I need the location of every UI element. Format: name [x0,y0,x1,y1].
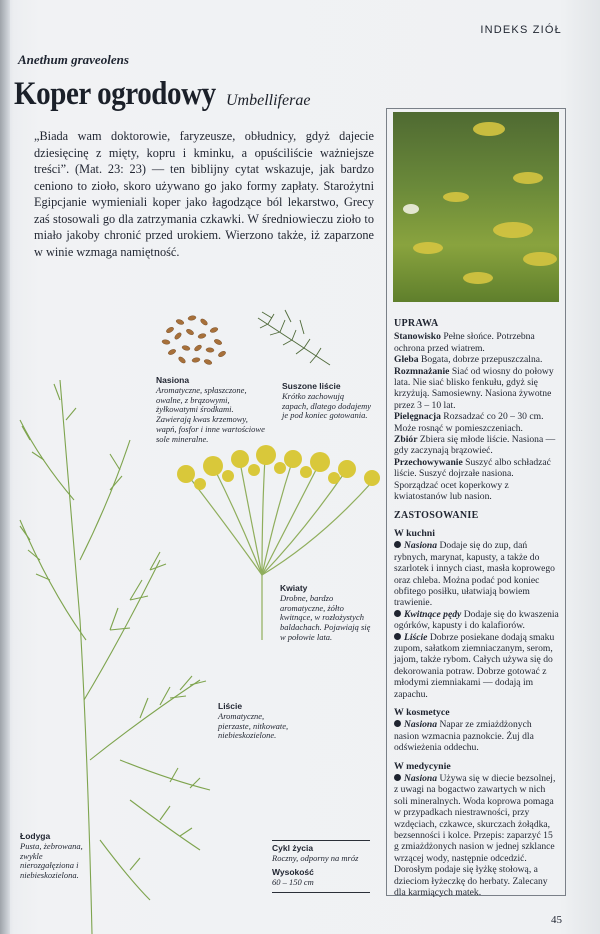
caption-height: Wysokość 60 – 150 cm [272,867,314,887]
intro-paragraph: „Biada wam doktorowie, faryzeusze, obłudnicy, gdyż dajecie dziesięcinę z mięty, kopru i kminku, a opuściliście ważniejsze treści”. (Mat. 23: 23) — ten biblijny cytat wskazuje, jak bardzo ceniono to zioło, skoro używano go jako formy zapłaty. Starożytni Egipcjanie wymieniali koper jako łagodzące ból lekarstwo, Grecy zaś stosowali go dla zatrzymania czkawki. W średniowieczu zioło to miało jakoby chronić przed urokiem. Wierzono także, iż zaparzone w winie wzmaga namiętność. [34,129,374,259]
bullet-icon [394,720,401,727]
medycynie-title: W medycynie [394,760,451,772]
kuchnia-title: W kuchni [394,527,435,539]
sidebar-content [394,318,559,899]
divider [272,840,370,841]
medical-seeds-entry: Nasiona Używa się w diecie bezsolnej, z uwagi na bogactwo zawartych w nich soli mineralnych. Woda koprowa pomaga w przypadkach niestrawności, przy wzdęciach, czkawce, skurczach żołądka, bezsenności i kolce. Przepis: zaparzyć 15 g zmiażdżonych nasion w jednej szklance wrzącej wody, następnie odcedzić. Dorosłym podaje się łyżkę stołową, a dzieciom łyżeczkę do herbaty. Zalecany dla karmiących matek. [394,773,556,899]
page-number: 45 [551,914,562,926]
pielegnacja-entry: Pielęgnacja Rozsadzać co 20 – 30 cm. Może rosnąć w pomieszczeniach. [394,411,544,434]
zastosowanie-title: ZASTOSOWANIE [394,509,479,521]
kitchen-leaves-entry: Liście Dobrze posiekane dodają smaku zupom, sałatkom ziemniaczanym, serom, jajom, także rybom. Całych używa się do dekorowania potraw. Dobrze gotować z młodymi ziemniakami — dodają im zapachu. [394,631,555,700]
latin-name: Anethum graveolens [18,52,129,67]
cosmetic-seeds-entry: Nasiona Napar ze zmiażdżonych nasion wzmacnia paznokcie. Żuj dla odświeżenia oddechu. [394,719,534,754]
caption-life-cycle: Cykl życia Roczny, odporny na mróz [272,843,359,863]
przechowywanie-entry: Przechowywanie Suszyć albo schładzać liście. Suszyć dojrzałe nasiona. Sporządzać ocet koperkowy z kwiatostanów lub nasion. [394,456,551,503]
uprawa-title: UPRAWA [394,318,439,329]
caption-leaves: Liście Aromatyczne, pierzaste, nitkowate, niebieskozielone. [218,701,289,741]
plant-family: Umbelliferae [226,92,311,109]
kitchen-shoots-entry: Kwitnące pędy Dodaje się do kwaszenia ogórków, kapusty i do kalafiorów. [394,608,559,632]
caption-flowers: Kwiaty Drobne, bardzo aromatyczne, żółto kwitnące, w rozłożystych baldachach. Pojawiają się w połowie lata. [280,583,371,642]
bullet-icon [394,610,401,617]
page-title: Koper ogrodowy [14,76,216,112]
section-header: INDEKS ZIÓŁ [480,24,562,36]
divider [272,892,370,893]
bullet-icon [394,633,401,640]
seeds-illustration [162,315,227,365]
dried-leaves-illustration [258,310,330,365]
kitchen-seeds-entry: Nasiona Dodaje się do zup, dań rybnych, marynat, kapusty, a także do szarlotek i innych ciast, masła koprowego oraz chleba. Można podać pod koniec obfitego posiłku, ułatwiają bowiem trawienie. [394,540,555,609]
stanowisko-entry: Stanowisko Pełne słońce. Potrzebna ochrona przed wiatrem. [394,331,535,354]
zbior-entry: Zbiór Zbiera się młode liście. Nasiona — gdy zaczynają brązowieć. [394,434,556,457]
caption-dried-leaves: Suszone liście Krótko zachowują zapach, dlatego dodajemy je pod koniec gotowania. [282,381,371,421]
caption-stem: Łodyga Pusta, żebrowana, zwykle nierozgałęziona i niebieskozielona. [20,831,83,881]
gleba-entry: Gleba Bogata, dobrze przepuszczalna. [394,354,543,366]
bullet-icon [394,774,401,781]
caption-seeds: Nasiona Aromatyczne, spłaszczone, owalne, z brązowymi, żyłkowatymi środkami. Zawierają kwas krzemowy, wapń, fosfor i inne wartościowe sole mineralne. [156,375,265,444]
bullet-icon [394,541,401,548]
rozmnazanie-entry: Rozmnażanie Siać od wiosny do połowy lata. Nie siać blisko fenkułu, gdyż się krzyżują. Samosiewny. Nasiona żywotne przez 3 – 10 lat. [394,365,554,411]
kosmetyce-title: W kosmetyce [394,707,450,718]
